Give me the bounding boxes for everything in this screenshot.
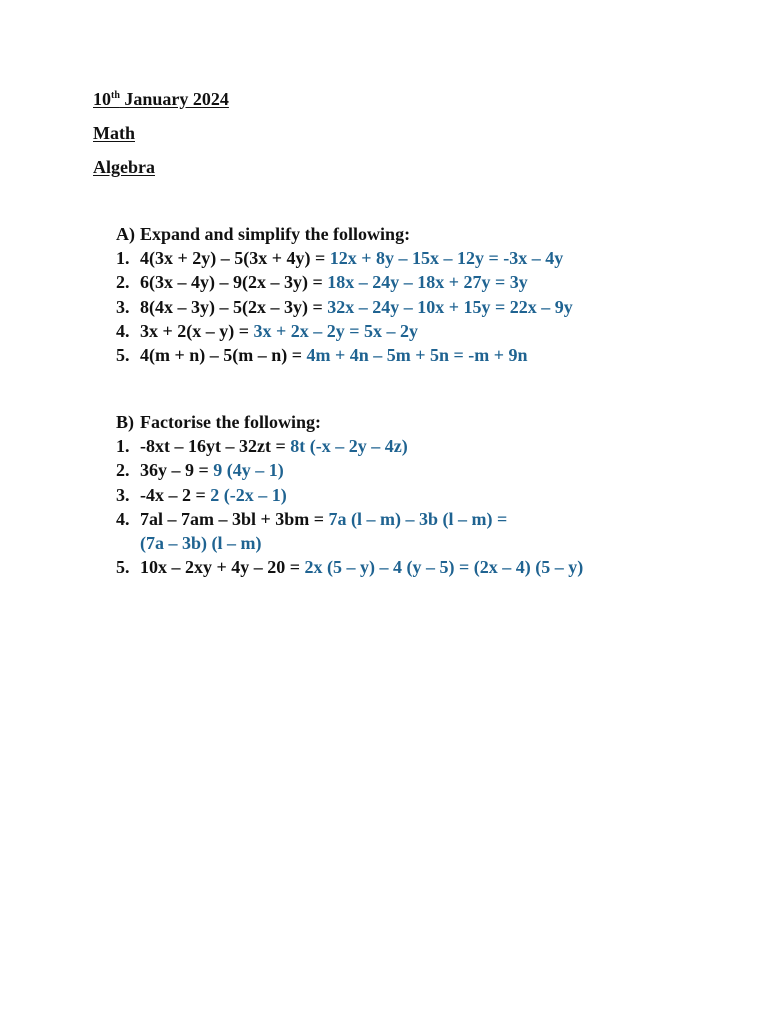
topic-heading: Algebra	[93, 157, 155, 177]
list-item-continuation	[116, 531, 756, 555]
answer-text: 2 (-2x – 1)	[210, 484, 287, 505]
list-item	[116, 555, 756, 579]
list-item	[116, 343, 756, 367]
list-item	[116, 483, 756, 507]
question-text: -8xt – 16yt – 32zt =	[140, 436, 291, 457]
item-number: 2.	[116, 460, 130, 481]
list-item	[116, 270, 756, 294]
list-item	[116, 295, 756, 319]
question-text: 10x – 2xy + 4y – 20 =	[140, 557, 305, 578]
item-number: 1.	[116, 248, 130, 269]
question-text: -4x – 2 =	[140, 484, 211, 505]
question-text: 4(m + n) – 5(m – n) =	[140, 344, 307, 365]
item-number: 5.	[116, 557, 130, 578]
list-item	[116, 319, 756, 343]
item-number: 1.	[116, 436, 130, 457]
answer-text: 9 (4y – 1)	[213, 460, 284, 481]
item-number: 4.	[116, 320, 130, 341]
section-factorise	[116, 410, 756, 579]
question-text: 7al – 7am – 3bl + 3bm =	[140, 508, 329, 529]
question-text: 36y – 9 =	[140, 460, 214, 481]
date-month-year: January 2024	[119, 89, 229, 109]
answer-text: 12x + 8y – 15x – 12y = -3x – 4y	[329, 248, 564, 269]
subject-heading: Math	[93, 123, 135, 143]
answer-text: 3x + 2x – 2y = 5x – 2y	[253, 320, 419, 341]
section-a-marker: A)	[116, 224, 135, 244]
answer-text: 2x (5 – y) – 4 (y – 5) = (2x – 4) (5 – y)	[304, 557, 584, 578]
list-item	[116, 434, 756, 458]
date-suffix: th	[111, 90, 120, 101]
list-item	[116, 246, 756, 270]
section-a-title-line	[116, 222, 756, 246]
answer-text: 4m + 4n – 5m + 5n = -m + 9n	[306, 344, 528, 365]
date-heading	[93, 87, 229, 111]
section-b-title-line	[116, 410, 756, 434]
question-text: 4(3x + 2y) – 5(3x + 4y) =	[140, 248, 330, 269]
item-number: 3.	[116, 296, 130, 317]
section-b-marker: B)	[116, 412, 134, 432]
section-expand	[116, 222, 756, 367]
question-text: 8(4x – 3y) – 5(2x – 3y) =	[140, 296, 328, 317]
question-text: 6(3x – 4y) – 9(2x – 3y) =	[140, 272, 328, 293]
item-number: 4.	[116, 508, 130, 529]
answer-text: 7a (l – m) – 3b (l – m) =	[328, 508, 508, 529]
item-number: 2.	[116, 272, 130, 293]
section-b-title: Factorise the following:	[140, 412, 321, 432]
date-day: 10	[93, 89, 111, 109]
answer-text: 32x – 24y – 10x + 15y = 22x – 9y	[327, 296, 573, 317]
answer-text: 8t (-x – 2y – 4z)	[290, 436, 408, 457]
list-item	[116, 458, 756, 482]
question-text: 3x + 2(x – y) =	[140, 320, 254, 341]
item-number: 3.	[116, 484, 130, 505]
list-item	[116, 507, 756, 531]
item-number: 5.	[116, 344, 130, 365]
answer-continuation-text: (7a – 3b) (l – m)	[140, 532, 262, 553]
section-a-title: Expand and simplify the following:	[140, 224, 411, 244]
answer-text: 18x – 24y – 18x + 27y = 3y	[327, 272, 528, 293]
